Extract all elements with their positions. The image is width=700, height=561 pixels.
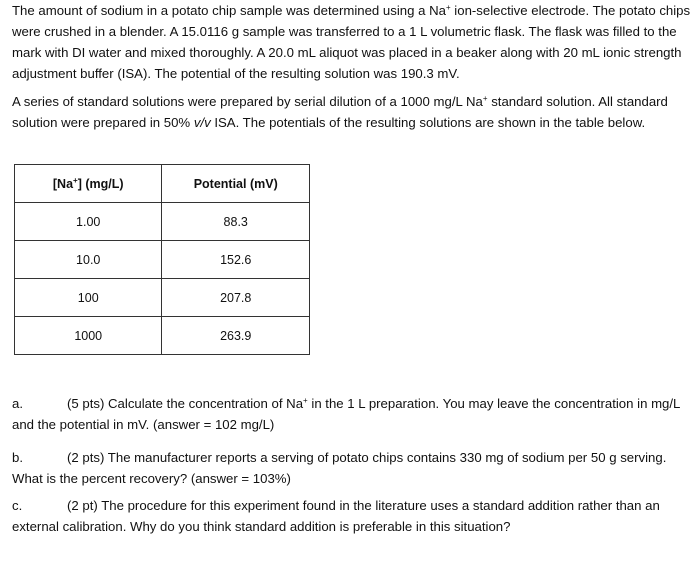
question-a-text: in the 1 L preparation. You may leave the concentration in mg/L and the potential in mV. (answer = 102 mg/L) [12,396,680,432]
question-c-label: c. [12,498,23,513]
superscript-plus: + [482,94,488,103]
question-a-text: (5 pts) Calculate the concentration of Na [67,396,304,411]
intro-text-part: ion-selective electrode. The potato chips were crushed in a blender. A 15.0116 g sample was transferred to a 1 L volumetric flask. The flask was filled to the mark with DI water and mixed thoroughly. A 20.0 mL aliquot was placed in a beaker along with 20 mL ionic strength adjustment buffer (ISA). The potential of the resulting solution was 190.3 mV. [12,3,691,81]
cell-concentration: 100 [15,279,162,317]
question-b-label: b. [12,450,23,465]
question-b-text: (2 pts) The manufacturer reports a serving of potato chips contains 330 mg of sodium per 50 g serving. What is the percent recovery? (answer = 103%) [12,450,667,486]
table-row [15,203,310,241]
table-row [15,241,310,279]
superscript-plus: + [303,396,308,405]
question-a [12,393,694,435]
cell-concentration: 10.0 [15,241,162,279]
intro-text-part: The amount of sodium in a potato chip sample was determined using a Na [12,3,446,18]
question-b [12,447,694,489]
cell-potential: 88.3 [162,203,310,241]
table-row [15,279,310,317]
cell-potential: 263.9 [162,317,310,355]
question-c-text: (2 pt) The procedure for this experiment found in the literature uses a standard addition rather than an external calibration. Why do you think standard addition is preferable in this situation? [12,498,660,534]
header-potential: Potential (mV) [162,165,310,203]
cell-concentration: 1.00 [15,203,162,241]
table-row [15,317,310,355]
standards-table [14,164,310,355]
intro-text-part: ISA. The potentials of the resulting solutions are shown in the table below. [210,115,646,130]
intro-paragraph-2 [12,91,672,133]
question-a-label: a. [12,396,23,411]
question-c [12,495,694,537]
header-concentration: [Na+] (mg/L) [15,165,162,203]
intro-text-part: A series of standard solutions were prepared by serial dilution of a 1000 mg/L Na [12,94,483,109]
intro-text-part: standard solution. All standard solution were prepared in 50% [12,94,668,130]
superscript-plus: + [445,3,451,12]
intro-paragraph-1 [12,0,694,84]
cell-potential: 207.8 [162,279,310,317]
cell-concentration: 1000 [15,317,162,355]
cell-potential: 152.6 [162,241,310,279]
italic-vv: v/v [193,115,211,130]
table-header-row [15,165,310,203]
